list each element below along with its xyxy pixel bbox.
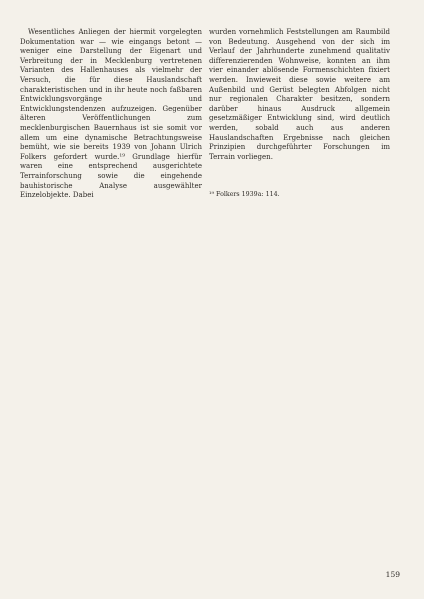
footnote: ¹⁹ Folkers 1939a: 114.	[209, 191, 280, 198]
right-text-column	[209, 28, 390, 162]
left-text-column	[20, 28, 202, 201]
left-column-paragraph: Wesentliches Anliegen der hiermit vorgelegten Dokumentation war — wie eingangs betont — weniger eine Darstellung der Eigenart und Verbreitung der in Mecklenburg vertretenen Varianten des Hallenhauses als vielmehr der Versuch, die für diese Hauslandschaft charakteristischen und in ihr heute noch faßbaren Entwicklungsvorgänge und Entwicklungstendenzen aufzuzeigen. Gegenüber älteren Veröffentlichungen zum mecklenburgischen Bauernhaus ist sie somit vor allem um eine dynamische Betrachtungsweise bemüht, wie sie bereits 1939 von Johann Ulrich Folkers gefordert wurde.¹⁹ Grundlage hierfür waren eine entsprechend ausgerichtete Terrainforschung sowie die eingehende bauhistorische Analyse ausgewählter Einzelobjekte. Dabei	[20, 28, 202, 200]
column-gutter	[205, 30, 206, 180]
right-column-paragraph: wurden vornehmlich Feststellungen am Raumbild von Bedeutung. Ausgehend von der sich im Verlauf der Jahrhunderte zunehmend qualitativ differenzierenden Wohnweise, konnten an ihm vier einander ablösende Formenschichten fixiert werden. Inwieweit diese sowie weitere am Außenbild und Gerüst belegten Abfolgen nicht nur regionalen Charakter besitzen, sondern darüber hinaus Ausdruck allgemein gesetzmäßiger Entwicklung sind, wird deutlich werden, sobald auch aus anderen Hauslandschaften Ergebnisse nach gleichen Prinzipien durchgeführter Forschungen im Terrain vorliegen.	[209, 28, 390, 161]
page-number: 159	[385, 570, 400, 579]
